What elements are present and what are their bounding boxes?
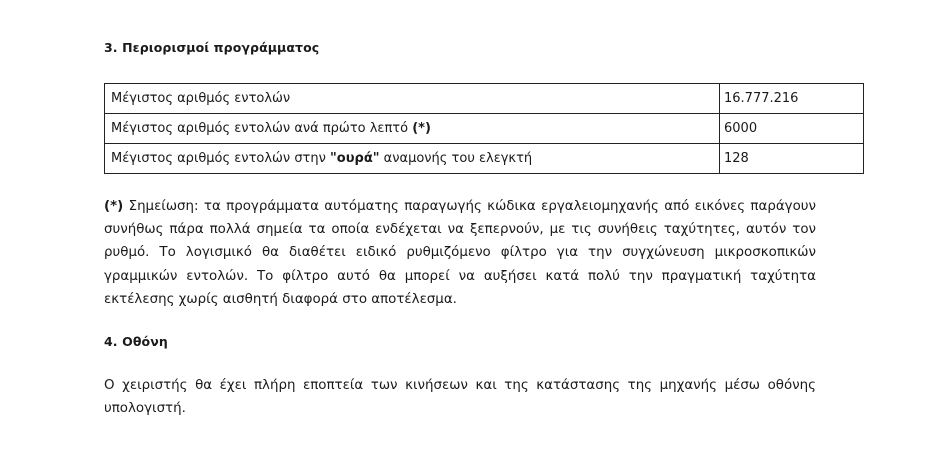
section-4-paragraph: Ο χειριστής θα έχει πλήρη εποπτεία των κινήσεων και της κατάστασης της μηχανής μέσω οθόνης υπολογιστή. xyxy=(104,378,816,417)
table-cell-label xyxy=(105,144,720,174)
table-cell-value: 6000 xyxy=(720,114,864,144)
row-label: Μέγιστος αριθμός εντολών στην xyxy=(111,151,331,166)
row-label: Μέγιστος αριθμός εντολών ανά πρώτο λεπτό xyxy=(111,121,413,136)
program-limits-table xyxy=(104,83,864,174)
row-label: Μέγιστος αριθμός εντολών xyxy=(111,91,291,106)
table-row xyxy=(105,144,864,174)
row-label-tail: αναμονής του ελεγκτή xyxy=(379,151,533,166)
section-4-heading: 4. Οθόνη xyxy=(104,334,168,349)
footnote-paragraph xyxy=(104,195,816,311)
table-row xyxy=(105,84,864,114)
table-cell-value: 16.777.216 xyxy=(720,84,864,114)
footnote-marker: (*) xyxy=(412,121,431,136)
table-cell-label xyxy=(105,114,720,144)
footnote-marker: (*) xyxy=(104,199,124,214)
table-row xyxy=(105,114,864,144)
footnote-text: Σημείωση: τα προγράμματα αυτόματης παραγωγής κώδικα εργαλειομηχανής από εικόνες παράγουν συνήθως πάρα πολλά σημεία τα οποία ενδέχεται να ξεπερνούν, με τις συνήθεις ταχύτητες, αυτόν τον ρυθμό. Το λογισμικό θα διαθέτει ειδικό ρυθμιζόμενο φίλτρο για την συγχώνευση μικροσκοπικών γραμμικών εντολών. Το φίλτρο αυτό θα μπορεί να αυξήσει κατά πολύ την πραγματική ταχύτητα εκτέλεσης χωρίς αισθητή διαφορά στο αποτέλεσμα. xyxy=(104,199,816,307)
quoted-term: "ουρά" xyxy=(330,151,380,166)
table-cell-label xyxy=(105,84,720,114)
section-3-heading: 3. Περιορισμοί προγράμματος xyxy=(104,40,320,55)
table-cell-value: 128 xyxy=(720,144,864,174)
